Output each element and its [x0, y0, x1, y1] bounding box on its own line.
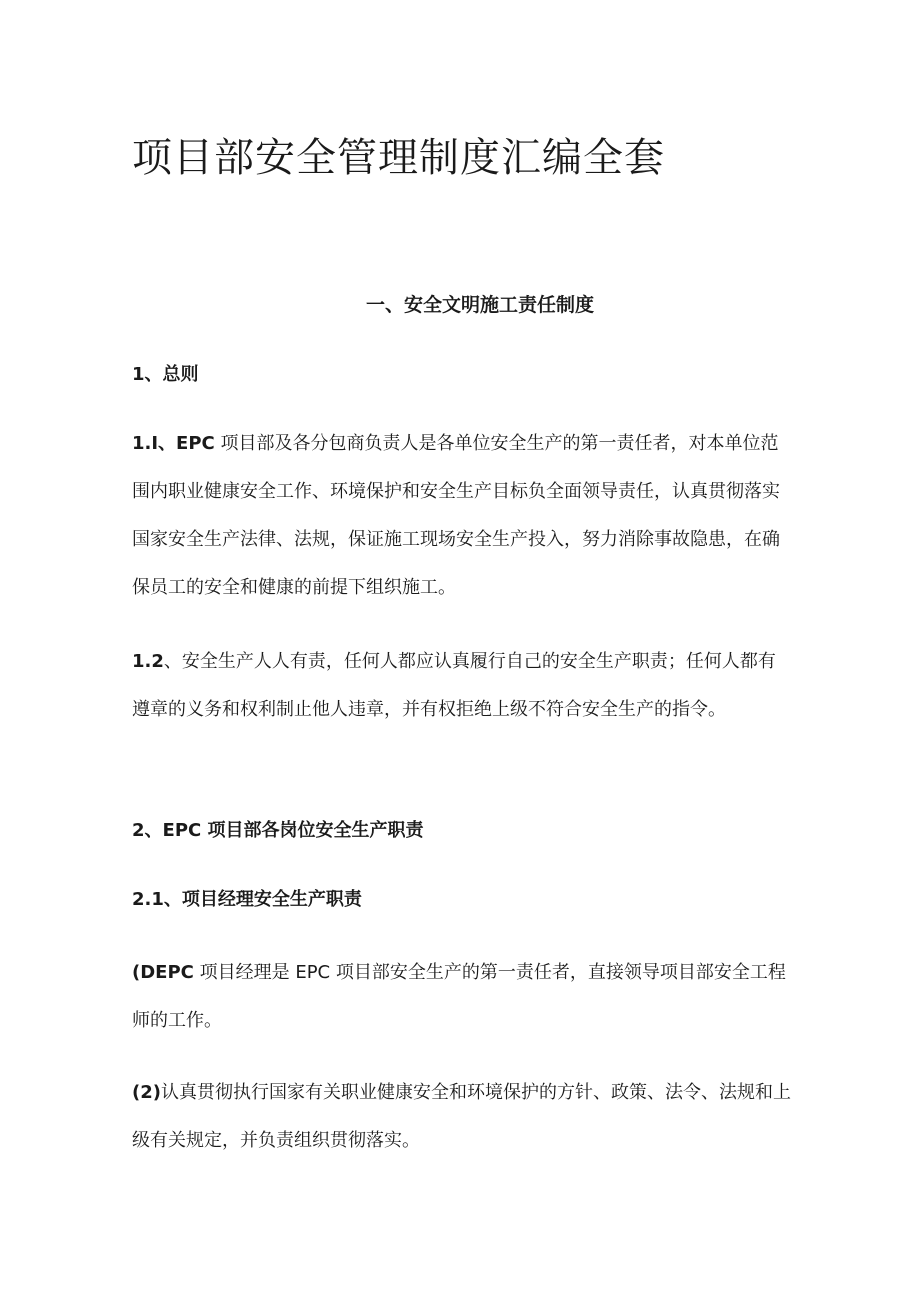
paragraph-lead: (2) — [132, 1082, 161, 1103]
paragraph-item-1 — [132, 949, 792, 1045]
paragraph-text: 认真贯彻执行国家有关职业健康安全和环境保护的方针、政策、法令、法规和上级有关规定，并负责组织贯彻落实。 — [132, 1082, 791, 1151]
paragraph-1-2 — [132, 638, 792, 734]
paragraph-lead: 1.I、EPC — [132, 433, 215, 454]
paragraph-text: 项目部及各分包商负责人是各单位安全生产的第一责任者，对本单位范围内职业健康安全工作、环境保护和安全生产目标负全面领导责任，认真贯彻落实国家安全生产法律、法规，保证施工现场安全生产投入，努力消除事故隐患，在确保员工的安全和健康的前提下组织施工。 — [132, 433, 780, 598]
paragraph-text: 、安全生产人人有责，任何人都应认真履行自己的安全生产职责；任何人都有遵章的义务和权利制止他人违章，并有权拒绝上级不符合安全生产的指令。 — [132, 651, 776, 720]
section-heading: 一、安全文明施工责任制度 — [365, 294, 594, 316]
heading-section-2-1: 2.1、项目经理安全生产职责 — [132, 889, 362, 910]
paragraph-lead: 1.2 — [132, 651, 164, 672]
paragraph-1-1 — [132, 420, 792, 612]
heading-section-2: 2、EPC 项目部各岗位安全生产职责 — [132, 820, 424, 841]
paragraph-item-2 — [132, 1069, 792, 1165]
paragraph-lead: (DEPC — [132, 962, 194, 983]
paragraph-text: 项目经理是 EPC 项目部安全生产的第一责任者，直接领导项目部安全工程师的工作。 — [132, 962, 786, 1031]
document-title: 项目部安全管理制度汇编全套 — [132, 135, 665, 181]
heading-general: 1、总则 — [132, 364, 199, 385]
